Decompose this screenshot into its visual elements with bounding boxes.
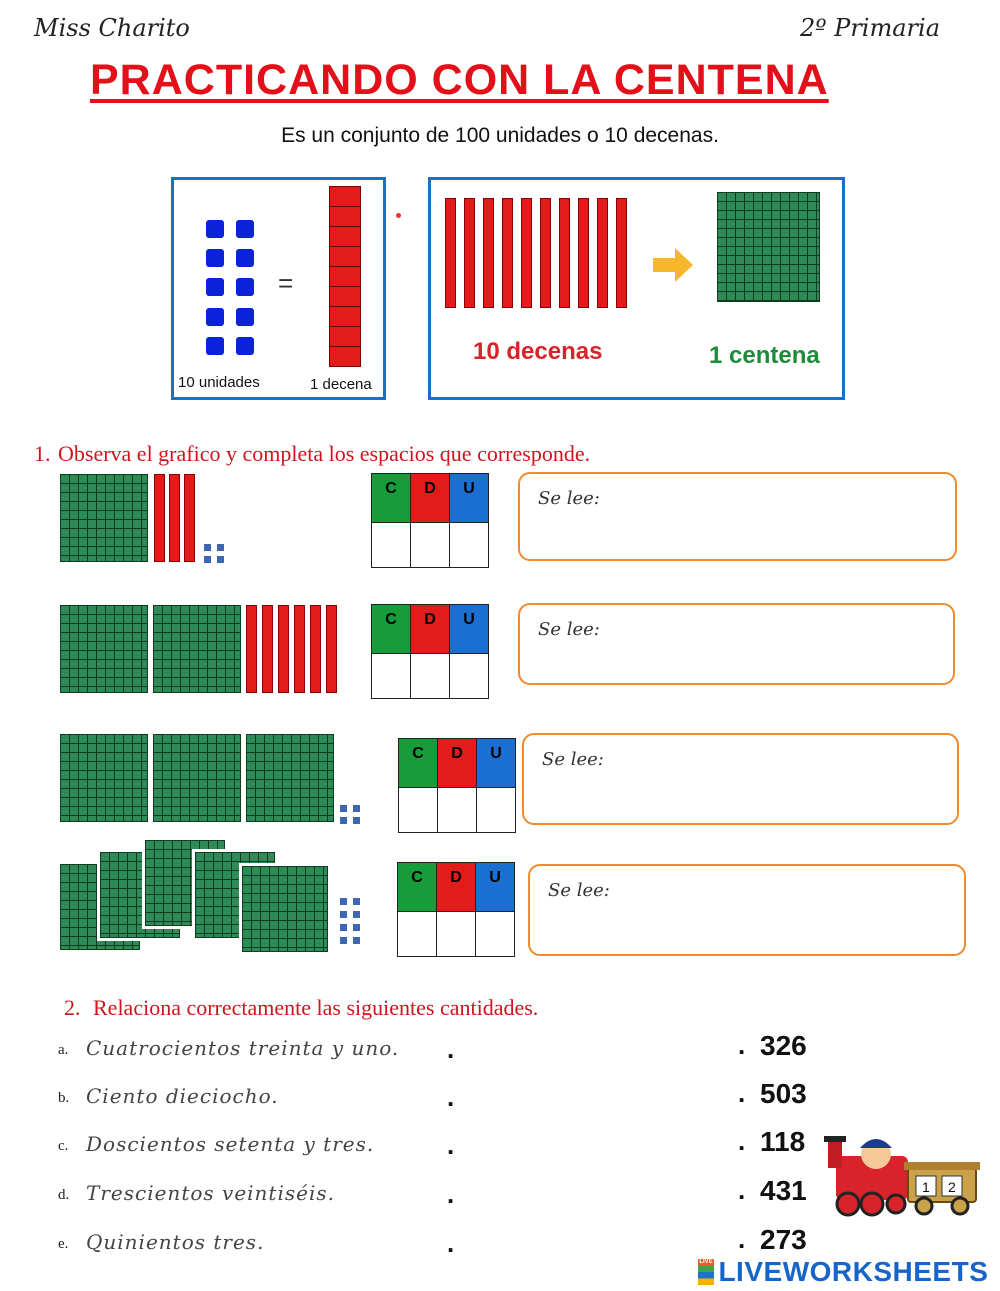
equals-sign: = — [278, 268, 294, 298]
input-d[interactable] — [437, 912, 476, 957]
header-u: U — [477, 739, 516, 788]
left-dot[interactable]: . — [447, 1228, 455, 1258]
number-value: 273 — [760, 1224, 807, 1255]
q1-item-3-table — [398, 738, 516, 833]
unit-cube — [206, 220, 224, 238]
unit-cube — [340, 937, 347, 944]
q1-number: 1. — [34, 441, 51, 466]
number-value: 326 — [760, 1030, 807, 1061]
header-c: C — [372, 474, 411, 523]
ten-rod — [578, 198, 589, 308]
small-dot-decoration — [396, 213, 401, 218]
right-dot[interactable]: . — [738, 1030, 746, 1060]
ten-rod — [246, 605, 257, 693]
unit-cube — [236, 249, 254, 267]
ten-rod — [483, 198, 494, 308]
live-badge: LIVE — [698, 1259, 714, 1285]
row-text: Doscientos setenta y tres. — [86, 1132, 375, 1156]
q2-instruction: Relaciona correctamente las siguientes cantidades. — [93, 995, 539, 1020]
header-u: U — [450, 474, 489, 523]
units-label: 10 unidades — [178, 374, 260, 391]
unit-cube — [217, 544, 224, 551]
right-dot[interactable]: . — [738, 1078, 746, 1108]
ten-rod — [184, 474, 195, 562]
ten-rod — [559, 198, 570, 308]
number-value: 503 — [760, 1078, 807, 1109]
row-text: Ciento dieciocho. — [86, 1084, 279, 1108]
q1-item-1-read-box[interactable] — [518, 472, 957, 561]
unit-cube — [353, 911, 360, 918]
ten-rod — [294, 605, 305, 693]
unit-cube — [236, 308, 254, 326]
input-u[interactable] — [450, 654, 489, 699]
q1-item-4-read-box[interactable] — [528, 864, 966, 956]
left-dot[interactable]: . — [447, 1130, 455, 1160]
q1-item-2-read-box[interactable] — [518, 603, 955, 685]
input-u[interactable] — [450, 523, 489, 568]
hundred-flat — [246, 734, 334, 822]
input-c[interactable] — [399, 788, 438, 833]
q1-item-2-table — [371, 604, 489, 699]
ten-rod — [262, 605, 273, 693]
unit-cube — [353, 937, 360, 944]
read-label: Se lee: — [538, 619, 600, 640]
unit-cube — [236, 337, 254, 355]
page-subtitle: Es un conjunto de 100 unidades o 10 decenas. — [281, 124, 719, 147]
train-illustration — [824, 1128, 984, 1218]
ten-rod — [310, 605, 321, 693]
header-d: D — [411, 605, 450, 654]
number-value: 431 — [760, 1175, 807, 1206]
unit-cube — [204, 544, 211, 551]
unit-cube — [206, 308, 224, 326]
ten-rod — [169, 474, 180, 562]
unit-cube — [217, 556, 224, 563]
ten-rod — [597, 198, 608, 308]
row-text: Quinientos tres. — [86, 1230, 265, 1254]
row-letter: b. — [58, 1090, 70, 1106]
unit-cube — [353, 924, 360, 931]
input-c[interactable] — [398, 912, 437, 957]
row-letter: e. — [58, 1236, 69, 1252]
tens-to-hundred-panel — [428, 177, 845, 400]
ten-label: 1 decena — [310, 376, 372, 393]
row-letter: c. — [58, 1138, 69, 1154]
left-dot[interactable]: . — [447, 1034, 455, 1064]
header-c: C — [372, 605, 411, 654]
row-text: Trescientos veintiséis. — [86, 1181, 335, 1205]
read-label: Se lee: — [538, 488, 600, 509]
hundred-flat — [242, 866, 328, 952]
ten-rod — [521, 198, 532, 308]
left-dot[interactable]: . — [447, 1082, 455, 1112]
q1-item-3-read-box[interactable] — [522, 733, 959, 825]
left-dot[interactable]: . — [447, 1179, 455, 1209]
unit-cube — [206, 337, 224, 355]
header-u: U — [450, 605, 489, 654]
teacher-name: Miss Charito — [34, 14, 190, 42]
header-c: C — [399, 739, 438, 788]
grade-label: 2º Primaria — [800, 14, 941, 42]
hundred-flat — [153, 734, 241, 822]
right-dot[interactable]: . — [738, 1224, 746, 1254]
header-d: D — [437, 863, 476, 912]
header-d: D — [438, 739, 477, 788]
q1-item-1-table — [371, 473, 489, 568]
ten-rod — [445, 198, 456, 308]
tens-label: 10 decenas — [473, 338, 603, 365]
right-dot[interactable]: . — [738, 1175, 746, 1205]
wagon-digit-1: 1 — [922, 1179, 930, 1195]
row-letter: d. — [58, 1187, 70, 1203]
ten-rod — [329, 186, 361, 367]
unit-cube — [353, 805, 360, 812]
ten-rod — [540, 198, 551, 308]
input-d[interactable] — [438, 788, 477, 833]
row-text: Cuatrocientos treinta y uno. — [86, 1036, 400, 1060]
wagon-digit-2: 2 — [948, 1179, 956, 1195]
header-u: U — [476, 863, 515, 912]
input-d[interactable] — [411, 523, 450, 568]
liveworksheets-logo[interactable] — [698, 1256, 988, 1288]
ten-rod — [616, 198, 627, 308]
ten-rod — [278, 605, 289, 693]
input-d[interactable] — [411, 654, 450, 699]
hundred-flat — [153, 605, 241, 693]
unit-cube — [340, 898, 347, 905]
hundred-label: 1 centena — [709, 342, 820, 369]
q1-item-4-table — [397, 862, 515, 957]
q2-number: 2. — [64, 995, 81, 1020]
unit-cube — [204, 556, 211, 563]
unit-cube — [340, 911, 347, 918]
unit-cube — [340, 805, 347, 812]
unit-cube — [353, 817, 360, 824]
ten-rod — [464, 198, 475, 308]
unit-cube — [206, 278, 224, 296]
input-u[interactable] — [477, 788, 516, 833]
hundred-flat — [60, 605, 148, 693]
unit-cube — [236, 220, 254, 238]
number-value: 118 — [760, 1126, 806, 1157]
read-label: Se lee: — [542, 749, 604, 770]
unit-cube — [340, 817, 347, 824]
page-title: PRACTICANDO CON LA CENTENA — [90, 56, 829, 104]
hundred-flat — [717, 192, 820, 302]
header-c: C — [398, 863, 437, 912]
input-c[interactable] — [372, 654, 411, 699]
unit-cube — [236, 278, 254, 296]
q1-instruction: Observa el grafico y completa los espacios que corresponde. — [58, 441, 591, 466]
unit-cube — [206, 249, 224, 267]
right-dot[interactable]: . — [738, 1126, 746, 1156]
input-u[interactable] — [476, 912, 515, 957]
brand-text: LIVEWORKSHEETS — [718, 1256, 989, 1287]
read-label: Se lee: — [548, 880, 610, 901]
hundred-flat — [60, 474, 148, 562]
input-c[interactable] — [372, 523, 411, 568]
ten-rod — [154, 474, 165, 562]
units-to-ten-panel — [171, 177, 386, 400]
unit-cube — [353, 898, 360, 905]
row-letter: a. — [58, 1042, 69, 1058]
ten-rod — [502, 198, 513, 308]
arrow-right-icon — [653, 248, 693, 282]
hundred-flat — [60, 734, 148, 822]
unit-cube — [340, 924, 347, 931]
header-d: D — [411, 474, 450, 523]
ten-rod — [326, 605, 337, 693]
